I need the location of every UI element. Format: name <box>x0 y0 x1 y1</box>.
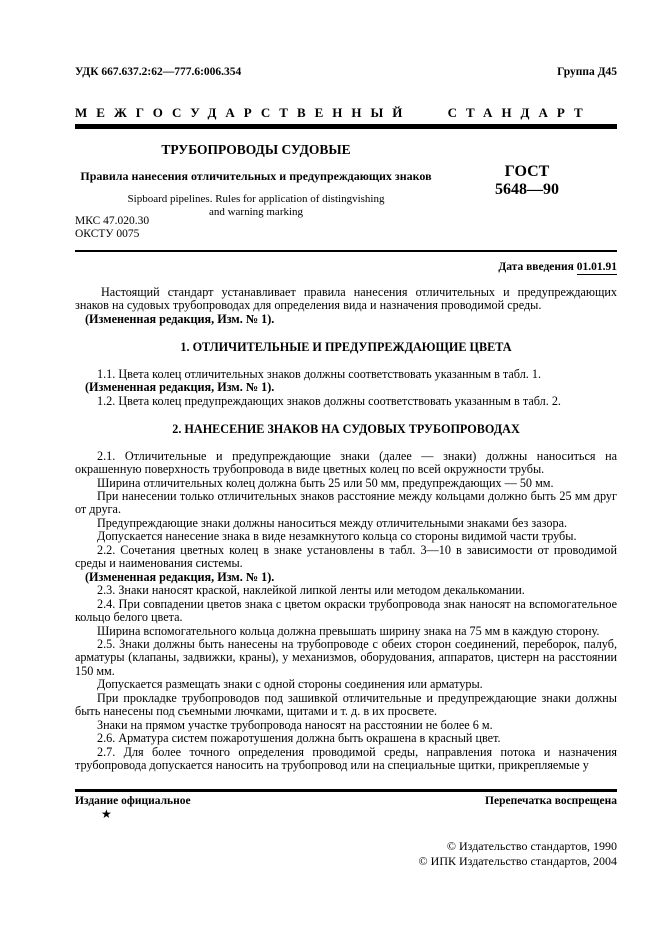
date-rule <box>75 250 617 252</box>
paragraph: 2.4. При совпадении цветов знака с цветом окраски трубопровода знак наносят на вспомогательное кольцо белого цвета. <box>75 596 617 625</box>
paragraph: 2.6. Арматура систем пожаротушения должна быть окрашена в красный цвет. <box>97 731 501 746</box>
gost-designation <box>437 142 617 219</box>
section-heading: 2. НАНЕСЕНИЕ ЗНАКОВ НА СУДОВЫХ ТРУБОПРОВОДАХ <box>172 422 520 437</box>
section-heading: 1. ОТЛИЧИТЕЛЬНЫЕ И ПРЕДУПРЕЖДАЮЩИЕ ЦВЕТА <box>180 340 512 355</box>
effective-date-value: 01.01.91 <box>576 261 617 273</box>
standard-type-heading: МЕЖГОСУДАРСТВЕННЫЙ СТАНДАРТ <box>75 105 592 120</box>
paragraph: 2.2. Сочетания цветных колец в знаке установлены в табл. 3—10 в зависимости от проводимой среды и наименования системы. <box>75 542 617 571</box>
paragraph: Ширина отличительных колец должна быть 25 или 50 мм, предупреждающих — 50 мм. <box>97 475 554 490</box>
paragraph: Допускается размещать знаки с одной стороны соединения или арматуры. <box>97 677 483 692</box>
paragraph: Предупреждающие знаки должны наноситься между отличительными знаками без зазора. <box>97 515 568 530</box>
effective-date-row <box>75 261 617 273</box>
paragraph: 2.1. Отличительные и предупреждающие знаки (далее — знаки) должны наноситься на окрашенную поверхность трубопровода в виде цветных колец по всей окружности трубы. <box>75 448 617 477</box>
copyright-line2: © ИПК Издательство стандартов, 2004 <box>418 853 617 868</box>
paragraph: Допускается нанесение знака в виде незамкнутого кольца со стороны видимой части трубы. <box>97 529 577 544</box>
paragraph: Знаки на прямом участке трубопровода наносят на расстоянии не более 6 м. <box>97 717 493 732</box>
paragraph: 1.1. Цвета колец отличительных знаков должны соответствовать указанным в табл. 1. <box>97 366 542 381</box>
reprint-notice-label: Перепечатка воспрещена <box>485 795 617 807</box>
udk-code: УДК 667.637.2:62—777.6:006.354 <box>75 66 242 78</box>
effective-date-label: Дата введения <box>498 261 574 273</box>
star-icon: ★ <box>101 807 112 821</box>
paragraph: 2.7. Для более точного определения проводимой среды, направления потока и назначения трубопровода допускается наносить на трубопровод или на специальные щитки, прикрепляемые у <box>75 744 617 773</box>
copyright-block <box>75 839 617 868</box>
paragraph: (Измененная редакция, Изм. № 1). <box>85 569 275 584</box>
title-block <box>75 142 617 219</box>
document-body <box>75 286 617 773</box>
classification-row <box>75 0 617 78</box>
footer-rule <box>75 789 617 792</box>
subtitle-en-line2: and warning marking <box>208 206 304 218</box>
mks-code: МКС 47.020.30 <box>75 215 150 227</box>
page-footer <box>75 789 617 868</box>
gost-number: 5648—90 <box>495 181 559 198</box>
paragraph: При прокладке трубопроводов под зашивкой отличительные и предупреждающие знаки должны быть нанесены под съемными лючками, щитами и т. д. в их просвете. <box>75 690 617 719</box>
document-title: ТРУБОПРОВОДЫ СУДОВЫЕ <box>161 142 351 157</box>
paragraph: 2.3. Знаки наносят краской, наклейкой липкой ленты или методом декалькомании. <box>97 583 525 598</box>
paragraph: (Измененная редакция, Изм. № 1). <box>85 380 275 395</box>
paragraph: Настоящий стандарт устанавливает правила нанесения отличительных и предупреждающих знаков на судовых трубопроводах для определения вида и назначения проводимой среды. <box>75 285 617 313</box>
paragraph: При нанесении только отличительных знаков расстояние между кольцами должно быть 25 мм друг от друга. <box>75 488 617 517</box>
official-edition-label: Издание официальное <box>75 795 191 807</box>
subtitle-en-line1: Sipboard pipelines. Rules for application of distingvishing <box>127 193 385 205</box>
copyright-line1: © Издательство стандартов, 1990 <box>446 839 617 853</box>
document-subtitle: Правила нанесения отличительных и предупреждающих знаков <box>80 169 432 183</box>
gost-label: ГОСТ <box>504 163 550 180</box>
paragraph: 2.5. Знаки должны быть нанесены на трубопроводе с обеих сторон соединений, переборок, палуб, арматуры (клапаны, задвижки, краны), у механизмов, оборудования, аппаратов, цистерн на расстоянии 150 мм. <box>75 636 617 678</box>
okstu-code: ОКСТУ 0075 <box>75 228 140 240</box>
group-code: Группа Д45 <box>557 66 617 78</box>
footer-row <box>75 795 617 807</box>
paragraph: 1.2. Цвета колец предупреждающих знаков должны соответствовать указанным в табл. 2. <box>97 393 561 408</box>
title-column <box>75 142 437 219</box>
header-rule <box>75 124 617 129</box>
paragraph: Ширина вспомогательного кольца должна превышать ширину знака на 75 мм в каждую сторону. <box>97 623 600 638</box>
paragraph: (Измененная редакция, Изм. № 1). <box>85 311 275 326</box>
